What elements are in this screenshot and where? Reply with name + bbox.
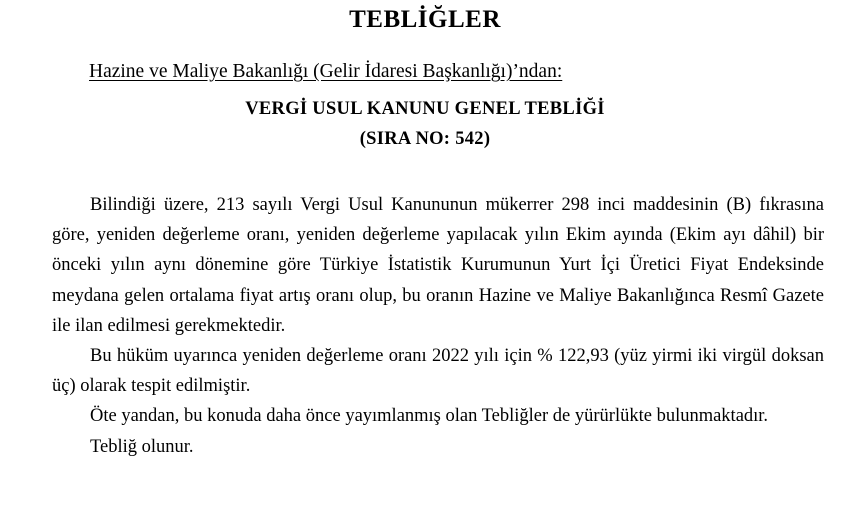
paragraph-legal-basis: Bilindiği üzere, 213 sayılı Vergi Usul Kanununun mükerrer 298 inci maddesinin (B) fıkrasına göre, yeniden değerleme oranı, yeniden değerleme yapılacak yılın Ekim ayında (Ekim ayı dâhil) bir önceki yılın aynı dönemine göre Türkiye İstatistik Kurumunun Yurt İçi Üretici Fiyat Endeksinde meydana gelen ortalama fiyat artış oranı olup, bu oranın Hazine ve Maliye Bakanlığınca Resmî Gazete ile ilan edilmesi gerekmektedir. — [52, 195, 824, 336]
communique-sequence-number: (SIRA NO: 542) — [359, 129, 491, 149]
issuing-authority: Hazine ve Maliye Bakanlığı (Gelir İdaresi Başkanlığı)’ndan: — [89, 61, 563, 82]
paragraph-closing: Tebliğ olunur. — [90, 436, 194, 457]
communique-body — [52, 190, 824, 462]
communique-title: VERGİ USUL KANUNU GENEL TEBLİĞİ — [245, 99, 605, 119]
paragraph-prior-communiques: Öte yandan, bu konuda daha önce yayımlanmış olan Tebliğler de yürürlükte bulunmaktadır. — [90, 406, 769, 427]
section-title: TEBLİĞLER — [349, 6, 501, 33]
paragraph-revaluation-rate: Bu hüküm uyarınca yeniden değerleme oranı 2022 yılı için % 122,93 (yüz yirmi iki virgül doksan üç) olarak tespit edilmiştir. — [52, 346, 824, 397]
